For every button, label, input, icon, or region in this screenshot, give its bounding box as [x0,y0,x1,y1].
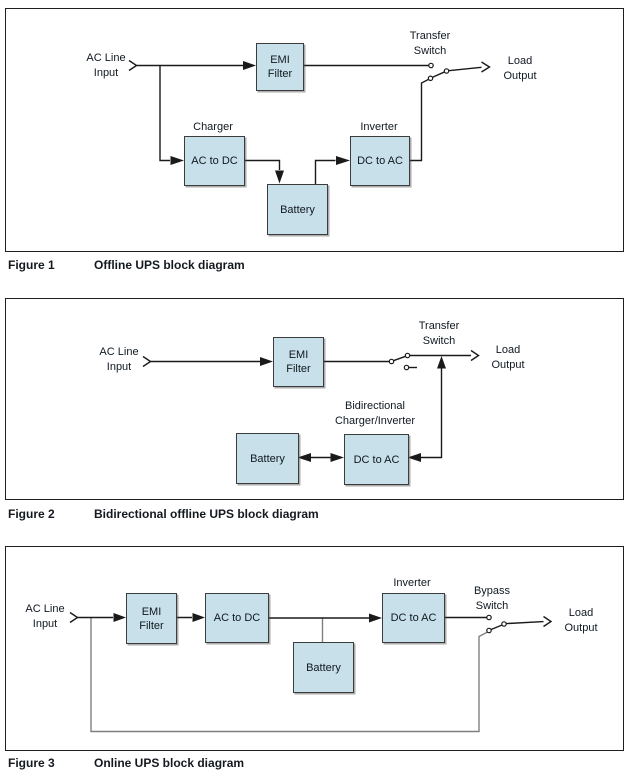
fig1-input-line2: Input [93,67,119,79]
fig1-charger-text: Charger [193,121,233,133]
fig3-input-line1: AC Line [25,603,65,615]
fig3-load-line2: Output [564,622,598,634]
fig2-switch-contacts [389,353,409,369]
fig1-branch-line [160,66,170,161]
fig1-battery-out-line [316,161,336,185]
fig1-switch-pivot [444,69,448,73]
fig1-output-chevron-icon [482,62,490,72]
fig3-switch-contacts [487,615,506,632]
fig3-switch-pivot [502,622,506,626]
fig2-switch-line1: Transfer [418,320,460,332]
fig2-switch-open-contact [404,365,408,369]
fig3-switch-line1: Bypass [473,585,511,597]
fig1-transfer-switch-label [398,29,462,59]
fig3-output-line [506,622,544,624]
fig3-emi-line1: EMI [141,605,162,618]
fig1-inverter-text: Inverter [360,121,398,133]
fig3-dc-to-ac-label: DC to AC [390,612,437,624]
fig1-switch-line1: Transfer [409,30,451,42]
fig2-transfer-switch-label [407,319,471,349]
fig1-load-output-label [493,54,547,84]
fig2-dc-to-ac-label: DC to AC [353,453,400,466]
fig1-switch-bottom-contact [428,76,432,80]
fig2-arrow-into-emi-icon [260,357,273,366]
fig2-arrow-into-dcac-right-icon [408,453,422,462]
fig2-battery-label: Battery [250,452,285,465]
fig3-load-line1: Load [568,607,594,619]
fig1-dc-to-ac-label: DC to AC [357,155,403,167]
fig1-battery-label: Battery [280,203,315,216]
fig1-arrow-into-emi-icon [243,61,256,70]
figure3-caption-text: Online UPS block diagram [94,756,245,770]
fig2-bidir-line1: Bidirectional [345,400,405,412]
fig1-switch-contacts [428,63,448,80]
fig1-ac-to-dc-label: AC to DC [191,155,238,167]
fig2-dc-to-ac-block [344,434,409,485]
fig1-inverter-label [348,120,410,135]
fig3-switch-line2: Switch [475,600,509,612]
fig2-load-line1: Load [495,344,521,356]
fig3-ac-to-dc-label: AC to DC [213,612,261,624]
fig3-load-output-label [554,606,608,636]
fig3-switch-bottom-contact [487,628,491,632]
fig1-arrow-into-acdc-icon [171,156,185,165]
fig2-emi-line2: Filter [286,363,311,375]
fig3-ac-to-dc-block [205,593,269,643]
figure2-caption-label: Figure 2 [8,507,55,521]
fig2-load-output-label [481,343,535,373]
fig2-switch-pivot [405,353,409,357]
fig3-output-chevron-icon [544,617,552,627]
fig2-switch-blade [393,356,405,360]
figure1-caption-text: Offline UPS block diagram [94,258,245,272]
fig1-switch-line2: Switch [413,45,447,57]
fig1-charger-label [180,120,246,135]
fig1-dc-to-ac-block [350,136,410,186]
fig1-load-line1: Load [507,55,533,67]
fig3-arrow-into-dcac-icon [369,614,382,623]
fig2-emi-filter-block [273,337,324,387]
fig2-arrow-into-battery-icon [298,453,312,462]
fig1-emi-line2: Filter [267,68,293,80]
fig1-input-line1: AC Line [86,52,126,64]
fig3-emi-filter-block [126,593,177,644]
fig1-ac-to-dc-block [184,136,245,186]
fig1-switch-blade [432,72,445,78]
fig2-emi-line1: EMI [288,349,309,361]
fig2-load-line2: Output [491,359,525,371]
fig3-battery-label: Battery [306,661,341,674]
fig1-emi-line1: EMI [270,54,290,66]
fig1-ac-line-input-label [76,51,136,81]
fig1-arrow-into-battery-icon [275,171,284,184]
fig1-arrow-into-dcac-icon [336,156,350,165]
fig3-emi-line2: Filter [139,619,164,632]
fig3-switch-blade [491,625,503,630]
fig2-input-line2: Input [106,361,132,373]
fig2-ac-line-input-label [89,345,149,375]
figure1-caption-label: Figure 1 [8,258,55,272]
fig2-bidirectional-label [320,399,430,429]
fig3-inverter-label [380,576,444,591]
fig2-switch-left-contact [389,359,393,363]
fig2-output-chevron-icon [471,351,479,361]
fig1-inverter-out-line [408,79,429,160]
fig3-arrow-into-emi-icon [114,613,127,622]
fig2-arrow-into-dcac-left-icon [331,453,345,462]
fig1-switch-top-contact [429,63,433,67]
fig1-load-line2: Output [503,70,537,82]
fig3-dc-to-ac-block [382,593,445,643]
fig3-ac-line-input-label [15,602,75,632]
fig1-output-line [449,67,482,70]
fig2-input-line1: AC Line [99,346,139,358]
fig2-bidir-line2: Charger/Inverter [334,415,416,427]
figure3-caption-label: Figure 3 [8,756,55,770]
fig3-battery-block [293,642,354,693]
fig2-battery-block [236,433,299,484]
fig1-emi-filter-block [256,43,304,91]
fig1-battery-block [267,184,328,235]
figure2-caption-text: Bidirectional offline UPS block diagram [94,507,319,521]
fig3-arrow-into-acdc-icon [193,613,206,622]
fig3-input-line2: Input [32,618,58,630]
fig3-bypass-switch-label [462,584,522,614]
fig2-switch-line2: Switch [422,335,456,347]
fig1-acdc-out-line [243,161,280,171]
fig3-inverter-text: Inverter [393,577,431,589]
fig3-switch-top-contact [487,615,491,619]
fig2-arrow-up-icon [437,356,446,369]
